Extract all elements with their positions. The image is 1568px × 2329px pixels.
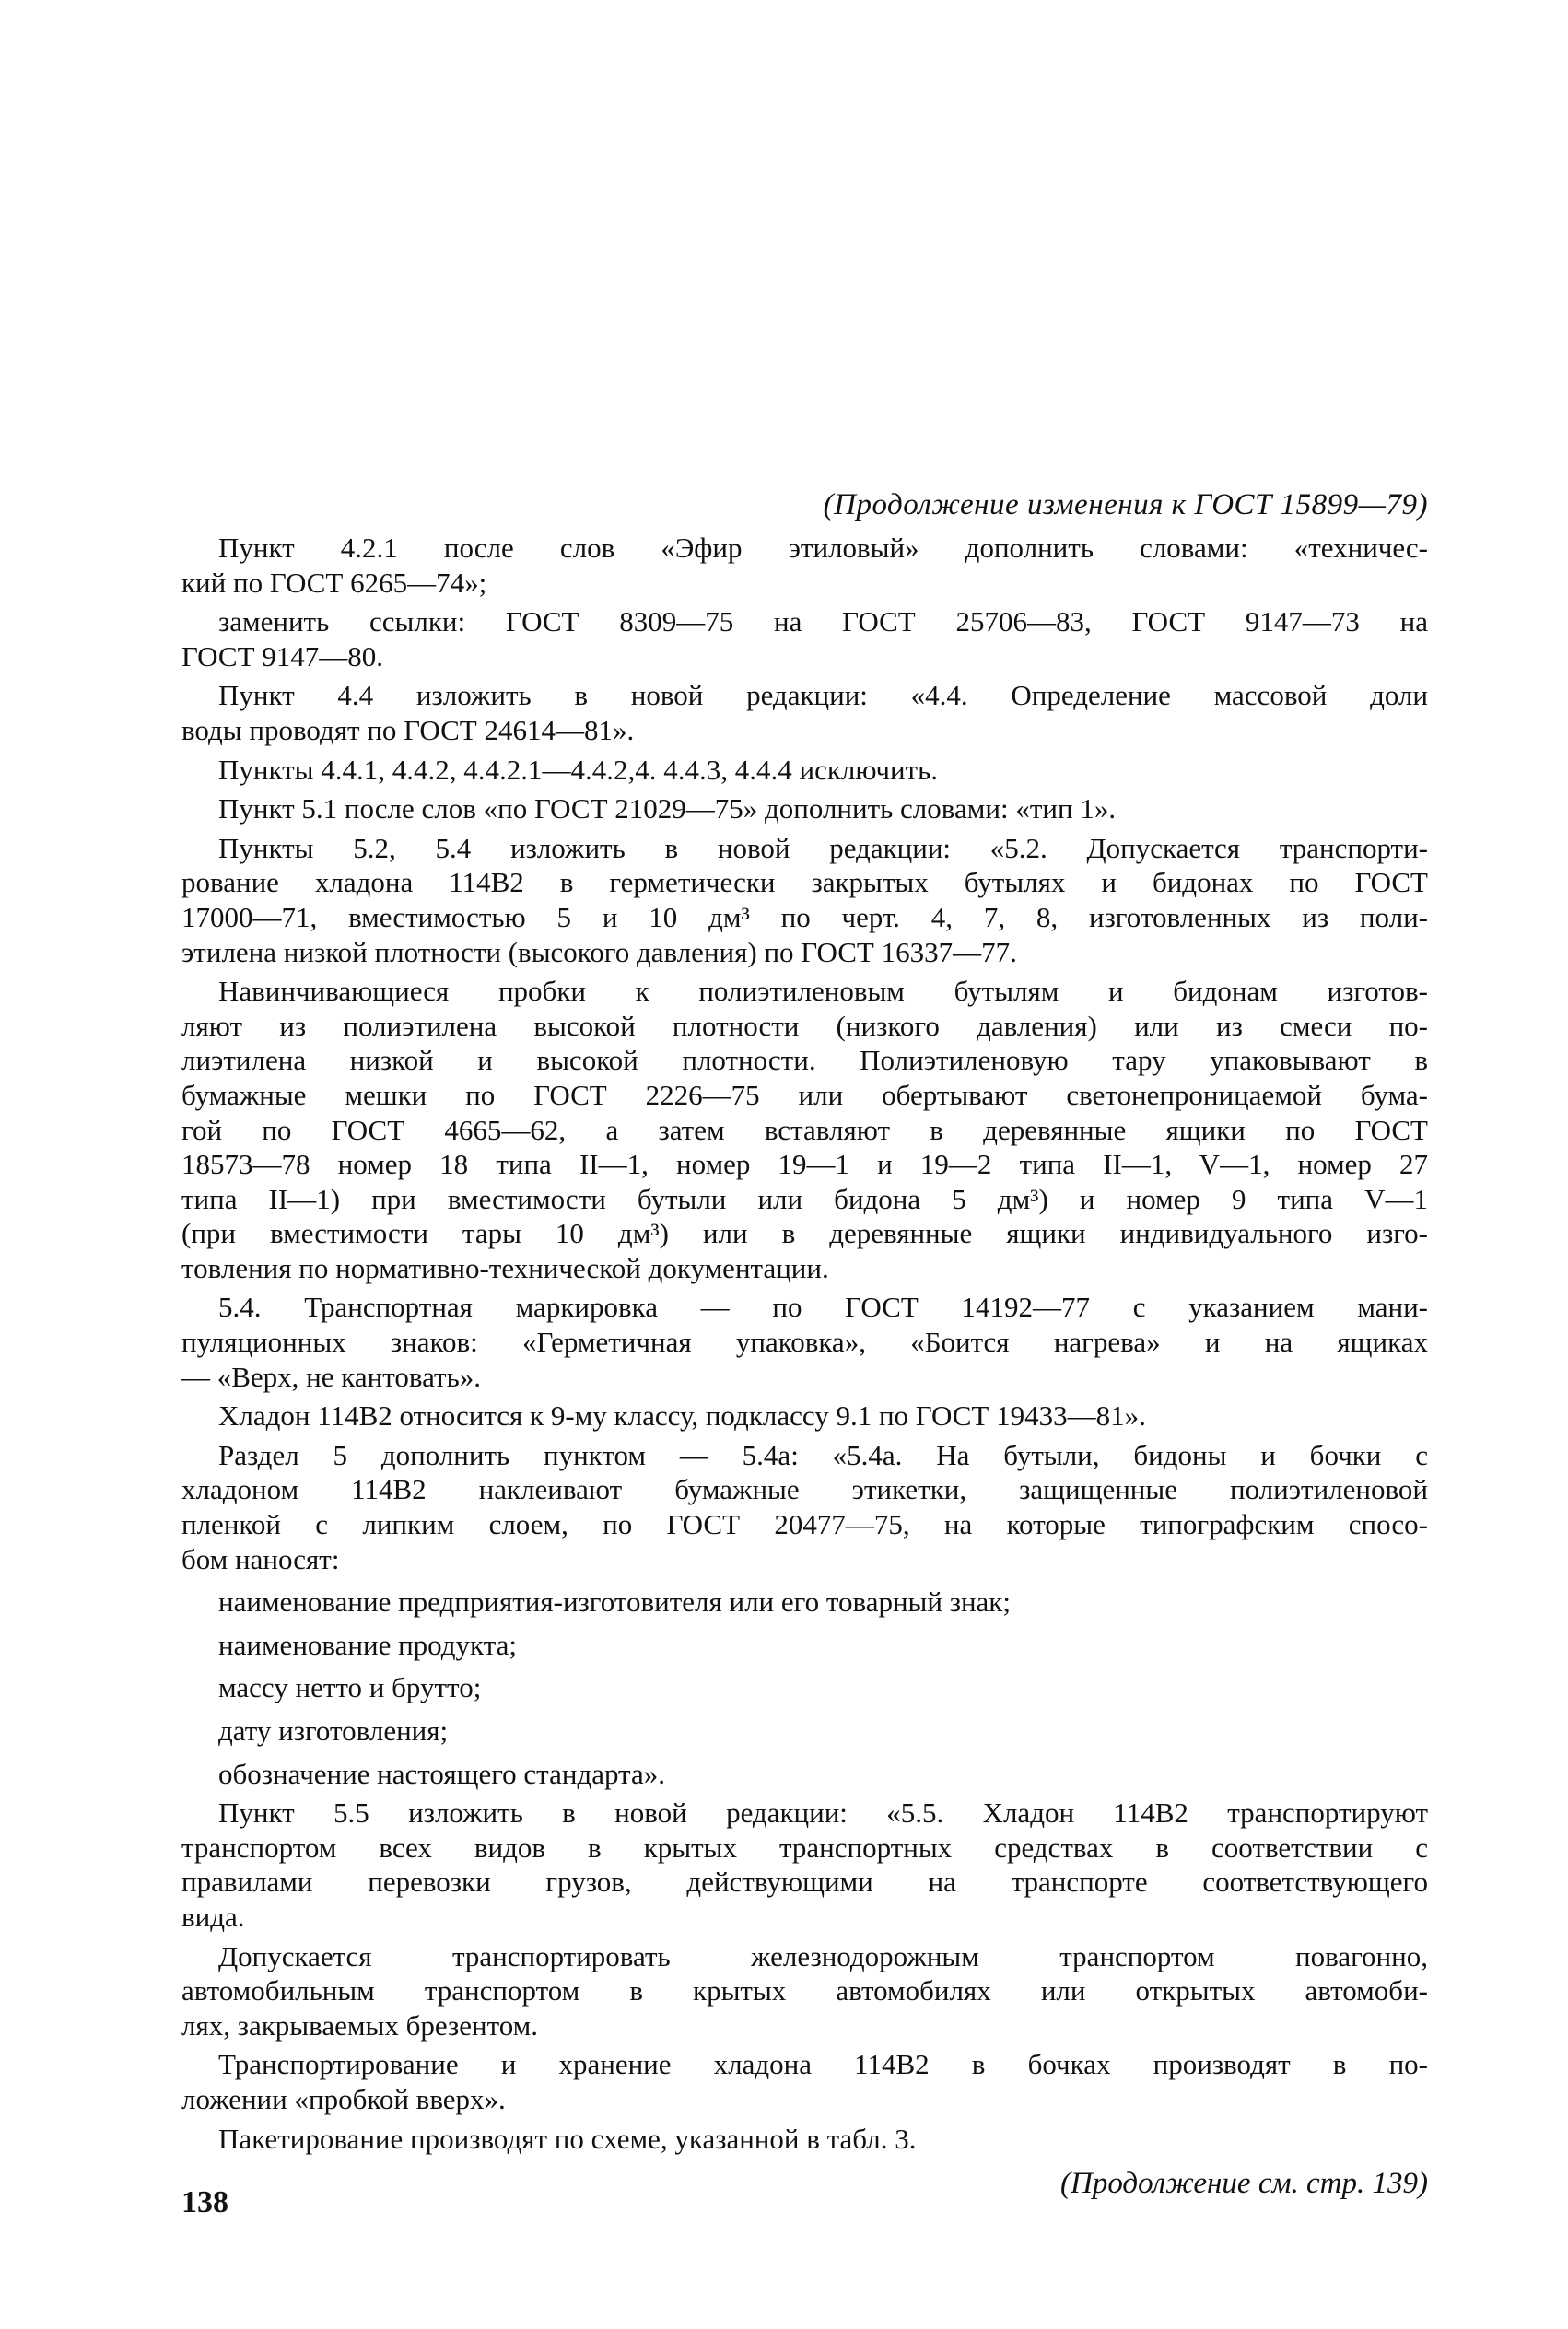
page-number: 138 <box>181 2185 228 2219</box>
text-line: — «Верх, не кантовать». <box>181 1360 481 1393</box>
document-page <box>181 486 1428 2202</box>
list-item: наименование продукта; <box>218 1628 518 1661</box>
text-line: Навинчивающиеся пробки к полиэтиленовым бутылям и бидонам изготов- <box>218 975 1428 1008</box>
text-line: лиэтилена низкой и высокой плотности. Полиэтиленовую тару упаковывают в <box>181 1044 1428 1077</box>
text-line: 17000—71, вместимостью 5 и 10 дм³ по черт. 4, 7, 8, изготовленных из поли- <box>181 900 1428 933</box>
text-line: ГОСТ 9147—80. <box>181 639 384 673</box>
paragraph <box>181 1796 1428 1934</box>
text-line: пленкой с липким слоем, по ГОСТ 20477—75, на которые типографским спосо- <box>181 1508 1428 1541</box>
text-line: 5.4. Транспортная маркировка — по ГОСТ 14192—77 с указанием мани- <box>218 1291 1428 1324</box>
text-line: гой по ГОСТ 4665—62, а затем вставляют в деревянные ящики по ГОСТ <box>181 1113 1428 1146</box>
text-line: лях, закрываемых брезентом. <box>181 2008 538 2042</box>
paragraph <box>181 1438 1428 1576</box>
text-line: типа II—1) при вместимости бутыли или бидона 5 дм³) и номер 9 типа V—1 <box>181 1182 1428 1215</box>
paragraph <box>181 2122 1428 2157</box>
body-paragraphs <box>181 531 1428 1576</box>
list-item: массу нетто и брутто; <box>218 1671 482 1704</box>
running-header: (Продолжение изменения к ГОСТ 15899—79) <box>823 488 1428 521</box>
text-line: Транспортирование и хранение хладона 114В2 в бочках производят в по- <box>218 2048 1428 2081</box>
paragraph <box>181 1290 1428 1394</box>
text-line: Пункт 5.1 после слов «по ГОСТ 21029—75» дополнить словами: «тип 1». <box>218 792 1117 825</box>
body-paragraphs-continued <box>181 1796 1428 2156</box>
text-line: Допускается транспортировать железнодорожным транспортом повагонно, <box>218 1939 1428 1972</box>
list-item: дату изготовления; <box>218 1715 449 1747</box>
paragraph <box>181 831 1428 969</box>
paragraph <box>181 1399 1428 1434</box>
text-line: бом наносят: <box>181 1542 340 1575</box>
text-line: Пункт 5.5 изложить в новой редакции: «5.5. Хладон 114В2 транспортируют <box>218 1796 1428 1830</box>
text-line: ложении «пробкой вверх». <box>181 2082 506 2115</box>
text-line: 18573—78 номер 18 типа II—1, номер 19—1 и 19—2 типа II—1, V—1, номер 27 <box>181 1148 1428 1181</box>
text-line: Пункты 4.4.1, 4.4.2, 4.4.2.1—4.4.2,4. 4.4.3, 4.4.4 исключить. <box>218 753 938 786</box>
paragraph <box>181 604 1428 673</box>
text-line: Раздел 5 дополнить пунктом — 5.4а: «5.4а. На бутыли, бидоны и бочки с <box>218 1438 1428 1471</box>
list-item: наименование предприятия-изготовителя или его товарный знак; <box>218 1586 1011 1619</box>
text-line: воды проводят по ГОСТ 24614—81». <box>181 713 635 746</box>
paragraph <box>181 531 1428 600</box>
text-line: заменить ссылки: ГОСТ 8309—75 на ГОСТ 25706—83, ГОСТ 9147—73 на <box>218 605 1428 638</box>
text-line: правилами перевозки грузов, действующими на транспорте соответствующего <box>181 1866 1428 1899</box>
paragraph <box>181 753 1428 788</box>
text-line: транспортом всех видов в крытых транспортных средствах в соответствии с <box>181 1831 1428 1864</box>
text-line: хладоном 114В2 наклеивают бумажные этикетки, защищенные полиэтиленовой <box>181 1473 1428 1506</box>
paragraph <box>181 2047 1428 2116</box>
text-line: ляют из полиэтилена высокой плотности (низкого давления) или из смеси по- <box>181 1009 1428 1042</box>
list-item: обозначение настоящего стандарта». <box>218 1757 665 1790</box>
paragraph <box>181 791 1428 826</box>
paragraph <box>181 678 1428 747</box>
text-line: автомобильным транспортом в крытых автомобилях или открытых автомоби- <box>181 1974 1428 2007</box>
text-line: рование хладона 114В2 в герметически закрытых бутылях и бидонах по ГОСТ <box>181 866 1428 899</box>
text-line: кий по ГОСТ 6265—74»; <box>181 566 487 599</box>
label-contents-list <box>181 1585 1428 1791</box>
text-line: Пункты 5.2, 5.4 изложить в новой редакции: «5.2. Допускается транспорти- <box>218 831 1428 864</box>
text-line: Пункт 4.4 изложить в новой редакции: «4.4. Определение массовой доли <box>218 679 1428 712</box>
paragraph <box>181 974 1428 1285</box>
text-line: бумажные мешки по ГОСТ 2226—75 или обертывают светонепроницаемой бума- <box>181 1078 1428 1111</box>
text-line: (при вместимости тары 10 дм³) или в деревянные ящики индивидуального изго- <box>181 1217 1428 1250</box>
text-line: вида. <box>181 1900 245 1933</box>
text-line: Пакетирование производят по схеме, указанной в табл. 3. <box>218 2122 917 2155</box>
paragraph <box>181 1939 1428 2043</box>
text-line: Хладон 114В2 относится к 9-му классу, подклассу 9.1 по ГОСТ 19433—81». <box>218 1399 1146 1433</box>
text-line: пуляционных знаков: «Герметичная упаковка», «Боится нагрева» и на ящиках <box>181 1326 1428 1359</box>
text-line: товления по нормативно-технической документации. <box>181 1251 829 1284</box>
continuation-note: (Продолжение см. стр. 139) <box>1060 2167 1428 2201</box>
text-line: этилена низкой плотности (высокого давления) по ГОСТ 16337—77. <box>181 935 1017 968</box>
text-line: Пункт 4.2.1 после слов «Эфир этиловый» дополнить словами: «техничес- <box>218 532 1428 564</box>
